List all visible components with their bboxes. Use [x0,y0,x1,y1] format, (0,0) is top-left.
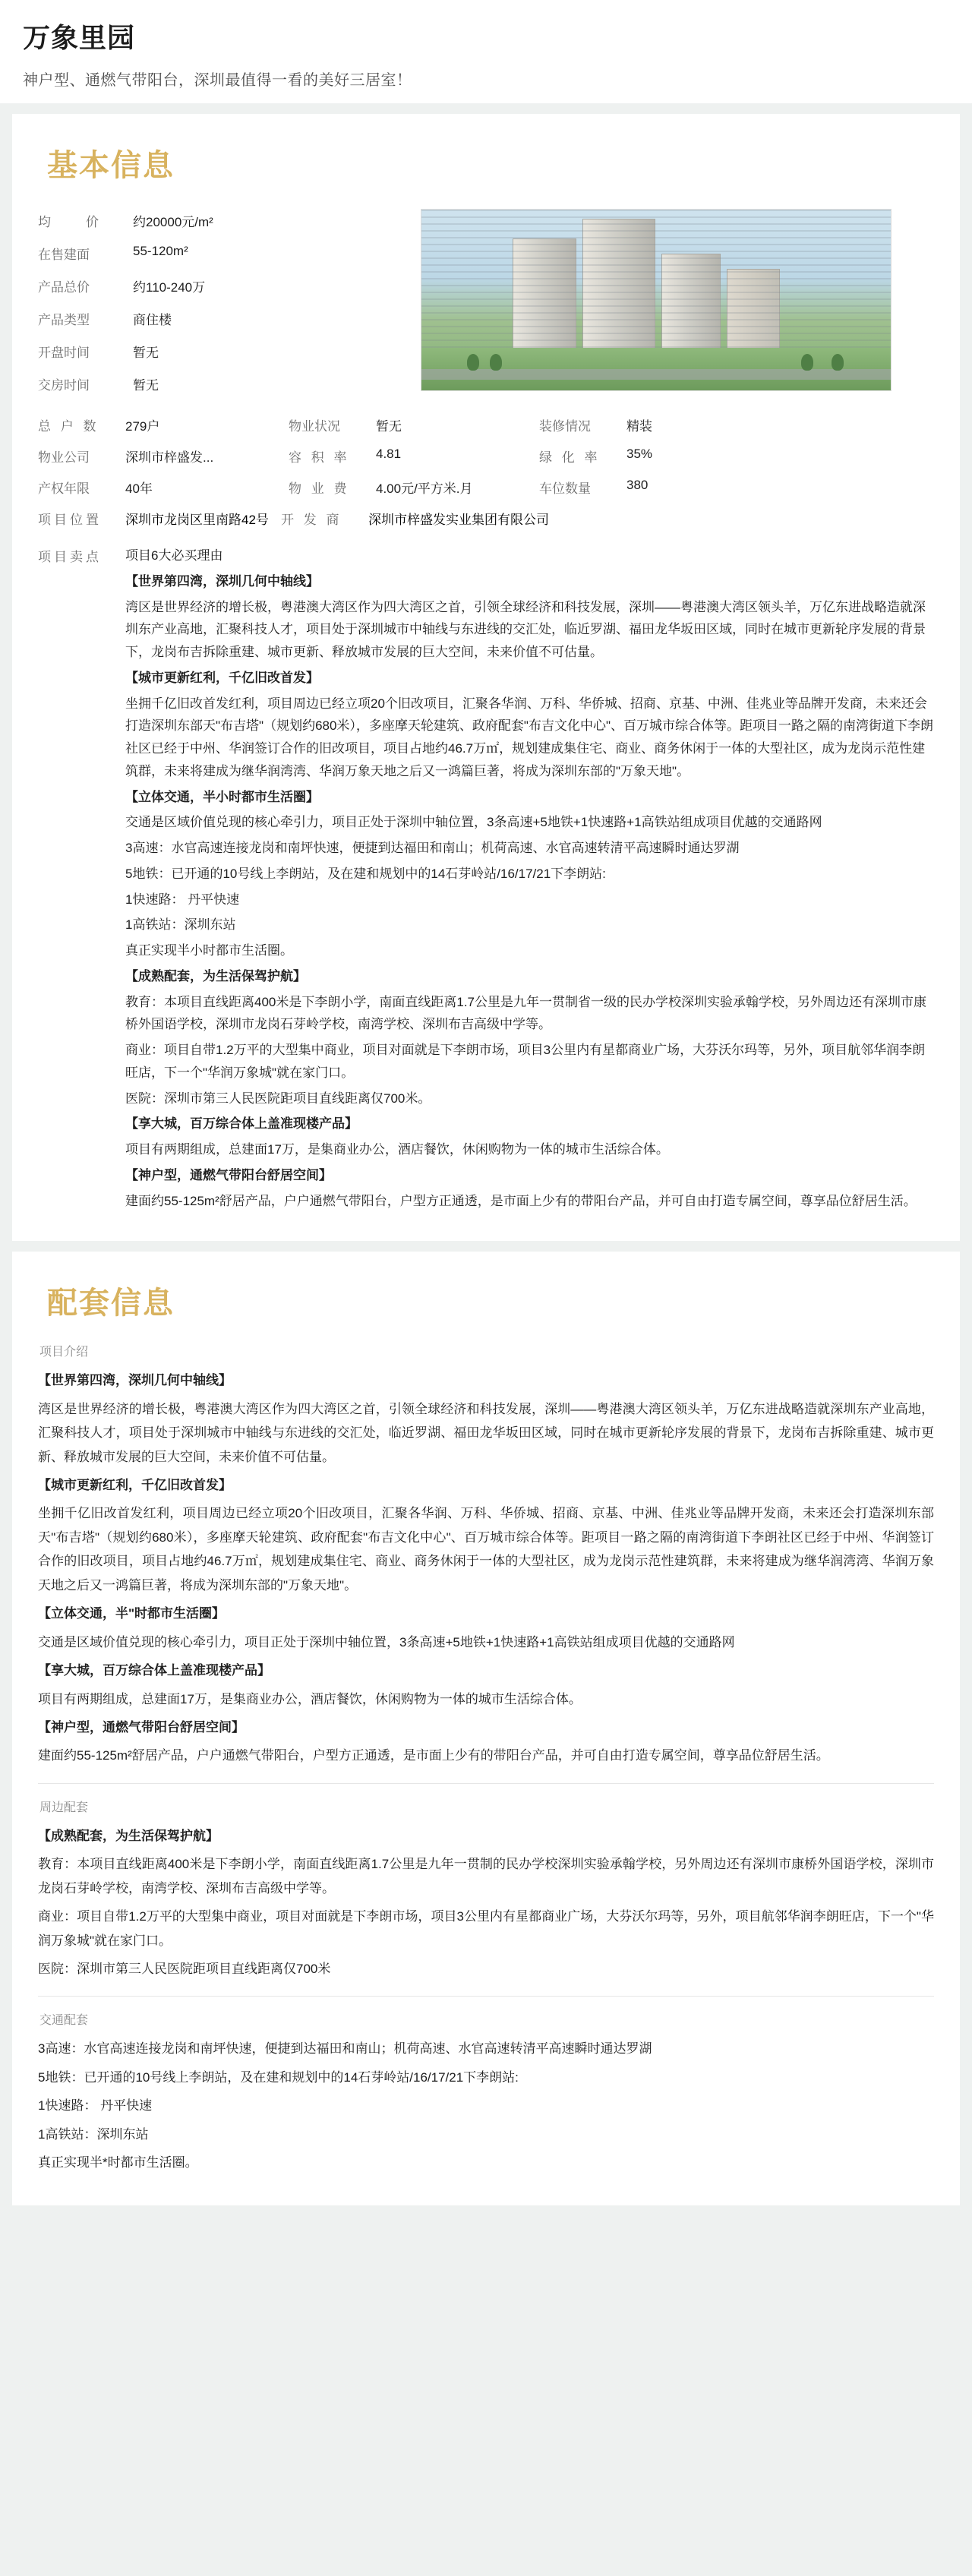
table-row [38,302,402,335]
around-label: 周边配套 [39,1801,89,1814]
paragraph: 3高速：水官高速连接龙岗和南坪快速，便捷到达福田和南山；机荷高速、水官高速转清平高速瞬时通达罗湖 [125,841,740,855]
field-label: 装修情况 [539,419,591,434]
field-value: 4.81 [376,447,402,461]
page-subtitle: 神户型、通燃气带阳台，深圳最值得一看的美好三居室！ [23,72,412,89]
supporting-info-card [12,1252,960,2205]
field-label: 均 价 [38,215,102,229]
paragraph-heading: 【成熟配套，为生活保驾护航】 [38,1828,219,1843]
basic-info-title: 基本信息 [47,149,175,182]
paragraph: 教育：本项目直线距离400米是下李朗小学，南面直线距离1.7公里是九年一贯制的民办学校深圳实验承翰学校，另外周边还有深圳市康桥外国语学校，深圳市龙岗石芽岭学校，南湾学校、深圳布吉高级中学等。 [38,1857,934,1896]
field-value: 约110-240万 [133,280,206,295]
paragraph-heading: 【世界第四湾，深圳几何中轴线】 [38,1373,232,1388]
paragraph: 1快速路： 丹平快速 [38,2098,153,2114]
page-header [0,0,972,103]
paragraph: 项目有两期组成，总建面17万，是集商业办公，酒店餐饮，休闲购物为一体的城市生活综合体。 [125,1142,669,1157]
tree-shape [801,354,813,371]
field-label: 车位数量 [539,481,591,496]
field-label: 交房时间 [38,378,90,393]
field-label: 开 发 商 [281,513,342,527]
field-value: 279户 [125,419,160,434]
paragraph-heading: 【成熟配套，为生活保驾护航】 [125,968,306,983]
paragraph: 湾区是世界经济的增长极，粤港澳大湾区作为四大湾区之首，引领全球经济和科技发展，深圳——粤港澳大湾区领头羊，万亿东进战略造就深圳东产业高地，汇聚科技人才，项目处于深圳城市中轴线与东进线的交汇处，临近罗湖、福田龙华坂田区域，同时在城市更新轮序发展的背景下，龙岗布吉拆除重建、城市更新、释放城市发展的巨大空间，未来价值不可估量。 [38,1401,934,1464]
paragraph: 交通是区域价值兑现的核心牵引力，项目正处于深圳中轴位置，3条高速+5地铁+1快速路+1高铁站组成项目优越的交通路网 [125,815,822,830]
paragraph: 1快速路： 丹平快速 [125,892,240,907]
field-label: 产品类型 [38,313,90,327]
field-value: 55-120m² [133,244,188,258]
table-row [38,237,402,270]
paragraph: 项目有两期组成，总建面17万，是集商业办公，酒店餐饮，休闲购物为一体的城市生活综合体。 [38,1691,582,1706]
table-row [38,335,402,368]
paragraph: 真正实现半*时都市生活圈。 [38,2155,198,2170]
field-value: 深圳市梓盛发... [125,450,214,465]
paragraph: 坐拥千亿旧改首发红利，项目周边已经立项20个旧改项目，汇聚各华润、万科、华侨城、招商、京基、中洲、佳兆业等品牌开发商，未来还会打造深圳东部天"布吉塔"（规划约680米），多座摩天轮建筑、政府配套"布吉文化中心"、百万城市综合体等。距项目一路之隔的南湾街道下李朗社区已经于中州、华润签订合作的旧改项目，项目占地约46.7万㎡，规划建成集住宅、商业、商务休闲于一体的大型社区，成为龙岗示范性建筑群，未来将建成为继华润湾湾、华润万象天地之后又一鸿篇巨著，将成为深圳东部的"万象天地"。 [38,1506,934,1593]
paragraph-heading: 【立体交通，半小时都市生活圈】 [125,789,319,804]
field-parking-count [539,478,934,497]
field-label: 物 业 费 [289,481,350,496]
field-location [38,509,281,528]
field-label: 项目位置 [38,513,102,527]
field-value: 暂无 [133,346,159,360]
field-value: 商住楼 [133,313,172,327]
paragraph-heading: 【城市更新红利，千亿旧改首发】 [38,1478,232,1492]
paragraph: 建面约55-125m²舒居产品，户户通燃气带阳台，户型方正通透，是市面上少有的带阳台产品，并可自由打造专属空间，尊享品位舒居生活。 [38,1748,829,1763]
field-value: 40年 [125,481,153,496]
paragraph: 5地铁：已开通的10号线上李朗站，及在建和规划中的14石芽岭站/16/17/21下李朗站: [38,2069,519,2085]
field-total-households [38,415,281,434]
supporting-info-title: 配套信息 [47,1286,175,1321]
tree-shape [490,354,502,371]
field-ownership-years [38,478,281,497]
field-label: 总 户 数 [38,419,99,434]
basic-info-wide-row [38,509,934,528]
project-photo-wrap [402,204,934,391]
intro-body [38,1368,934,1768]
basic-info-fields [38,204,402,400]
field-label: 产权年限 [38,481,90,496]
paragraph: 湾区是世界经济的增长极，粤港澳大湾区作为四大湾区之首，引领全球经济和科技发展，深圳——粤港澳大湾区领头羊，万亿东进战略造就深圳东产业高地，汇聚科技人才，项目处于深圳城市中轴线与东进线的交汇处，临近罗湖、福田龙华坂田区域，同时在城市更新轮序发展的背景下，龙岗布吉拆除重建、城市更新、释放城市发展的巨大空间，未来价值不可估量。 [125,599,926,659]
field-label: 开盘时间 [38,346,90,360]
table-row [38,204,402,237]
paragraph: 医院：深圳市第三人民医院距项目直线距离仅700米 [38,1962,331,1976]
paragraph: 坐拥千亿旧改首发红利，项目周边已经立项20个旧改项目，汇聚各华润、万科、华侨城、招商、京基、中洲、佳兆业等品牌开发商，未来还会打造深圳东部天"布吉塔"（规划约680米），多座摩天轮建筑、政府配套"布吉文化中心"、百万城市综合体等。距项目一路之隔的南湾街道下李朗社区已经于中州、华润签订合作的旧改项目，项目占地约46.7万㎡，规划建成集住宅、商业、商务休闲于一体的大型社区，成为龙岗示范性建筑群，未来将建成为继华润湾湾、华润万象天地之后又一鸿篇巨著，将成为深圳东部的"万象天地"。 [125,696,933,778]
paragraph-heading: 【享大城，百万综合体上盖准现楼产品】 [38,1663,270,1678]
paragraph: 真正实现半小时都市生活圈。 [125,943,293,958]
paragraph: 项目6大必买理由 [125,548,223,563]
field-label: 在售建面 [38,248,90,262]
basic-info-grid [38,415,934,497]
paragraph-heading: 【享大城，百万综合体上盖准现楼产品】 [125,1116,358,1132]
road-shape [421,369,891,380]
field-label: 物业状况 [289,419,340,434]
page-title: 万象里园 [23,22,136,53]
field-value: 深圳市龙岗区里南路42号 [125,513,269,527]
field-property-company [38,447,281,466]
field-property-fee [289,478,532,497]
selling-points-body [125,545,934,1215]
paragraph: 5地铁：已开通的10号线上李朗站，及在建和规划中的14石芽岭站/16/17/21下李朗站: [125,866,606,881]
paragraph: 1高铁站：深圳东站 [125,917,236,933]
basic-info-table [38,204,402,400]
paragraph: 建面约55-125m²舒居产品，户户通燃气带阳台，户型方正通透，是市面上少有的带阳台产品，并可自由打造专属空间，尊享品位舒居生活。 [125,1193,917,1208]
paragraph-heading: 【世界第四湾，深圳几何中轴线】 [125,573,319,589]
paragraph-heading: 【神户型，通燃气带阳台舒居空间】 [38,1719,245,1735]
table-row [38,270,402,302]
field-value: 暂无 [133,378,159,393]
section-divider [38,1783,934,1784]
field-value: 约20000元/m² [133,215,213,229]
traffic-label: 交通配套 [39,2014,89,2028]
field-value: 深圳市梓盛发实业集团有限公司 [368,513,549,527]
field-plot-ratio [289,447,532,466]
paragraph: 交通是区域价值兑现的核心牵引力，项目正处于深圳中轴位置，3条高速+5地铁+1快速路+1高铁站组成项目优越的交通路网 [38,1634,735,1649]
selling-points-label: 项目卖点 [38,550,102,564]
paragraph-heading: 【立体交通，半"时都市生活圈】 [38,1606,226,1621]
paragraph: 医院：深圳市第三人民医院距项目直线距离仅700米。 [125,1091,431,1106]
field-label: 产品总价 [38,280,90,295]
selling-points [38,545,934,1215]
paragraph: 1高铁站：深圳东站 [38,2126,149,2142]
tree-shape [832,354,844,371]
paragraph-heading: 【神户型，通燃气带阳台舒居空间】 [125,1167,332,1182]
paragraph: 教育：本项目直线距离400米是下李朗小学，南面直线距离1.7公里是九年一贯制省一级的民办学校深圳实验承翰学校，另外周边还有深圳市康桥外国语学校，深圳市龙岗石芽岭学校，南湾学校、深圳布吉高级中学等。 [125,994,926,1032]
field-value: 精装 [626,419,652,434]
field-label: 绿 化 率 [539,450,601,465]
field-label: 容 积 率 [289,450,350,465]
project-photo [421,209,892,391]
intro-label: 项目介绍 [39,1346,89,1359]
field-decoration [539,415,934,434]
field-developer [281,509,934,528]
field-property-status [289,415,532,434]
field-value: 35% [626,447,653,461]
table-row [38,368,402,400]
field-label: 物业公司 [38,450,90,465]
basic-info-card [12,114,960,1241]
section-divider [38,1996,934,1997]
tree-shape [467,354,479,371]
paragraph-heading: 【城市更新红利，千亿旧改首发】 [125,670,319,685]
paragraph: 3高速：水官高速连接龙岗和南坪快速，便捷到达福田和南山；机荷高速、水官高速转清平高速瞬时通达罗湖 [38,2041,652,2057]
paragraph: 商业：项目自带1.2万平的大型集中商业，项目对面就是下李朗市场，项目3公里内有星都商业广场，大芬沃尔玛等，另外，项目航邻华润李朗旺店，下一个"华润万象城"就在家门口。 [125,1043,926,1080]
field-value: 4.00元/平方米.月 [376,481,473,496]
field-green-ratio [539,447,934,466]
field-value: 暂无 [376,419,402,434]
around-body [38,1824,934,1981]
paragraph: 商业：项目自带1.2万平的大型集中商业，项目对面就是下李朗市场，项目3公里内有星都商业广场，大芬沃尔玛等，另外，项目航邻华润李朗旺店，下一个"华润万象城"就在家门口。 [38,1909,934,1948]
traffic-body [38,2037,934,2174]
field-value: 380 [626,478,649,492]
basic-info-body [38,204,934,400]
